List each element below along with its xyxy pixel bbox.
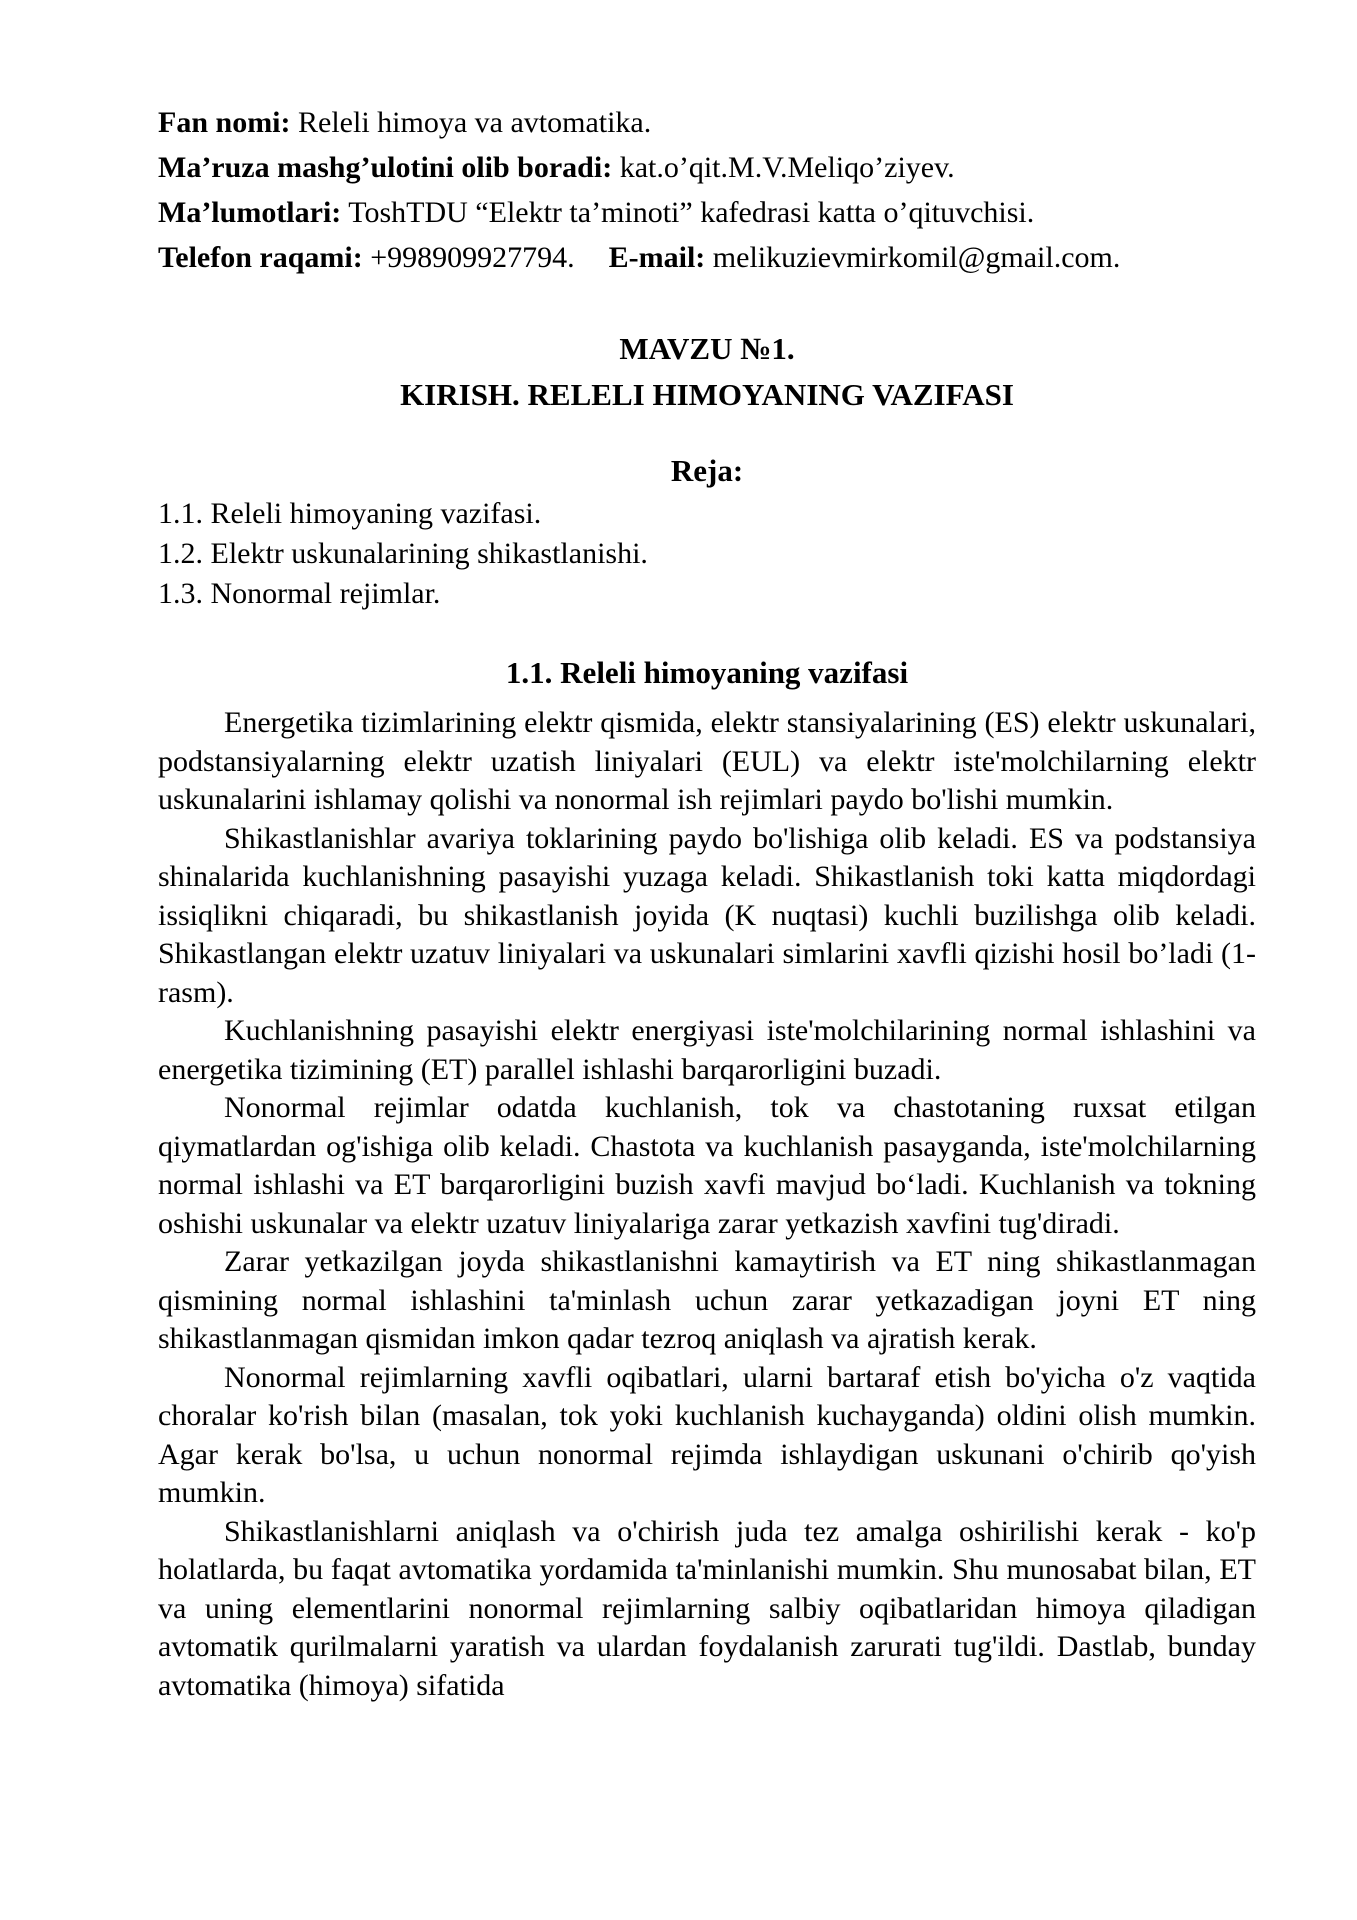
affiliation-line xyxy=(158,190,1256,235)
paragraph-1: Energetika tizimlarining elektr qismida, elektr stansiyalarining (ES) elektr uskunalari, podstansiyalarning elektr uzatish liniyalari (EUL) va elektr iste'molchilarning elektr uskunalarini ishlamay qolishi va nonormal ish rejimlari paydo bo'lishi mumkin. xyxy=(158,706,1256,816)
affiliation-value: ToshTDU “Elektr ta’minoti” kafedrasi katta o’qituvchisi. xyxy=(341,196,1035,229)
section-heading: 1.1. Releli himoyaning vazifasi xyxy=(505,655,909,690)
course-name-line xyxy=(158,100,1256,145)
lecturer-line xyxy=(158,145,1256,190)
topic-title-block xyxy=(158,326,1256,418)
plan-item-2: 1.2. Elektr uskunalarining shikastlanishi. xyxy=(158,537,648,570)
email-label: E-mail: xyxy=(608,241,706,274)
document-content xyxy=(158,100,1256,1705)
paragraph-3: Kuchlanishning pasayishi elektr energiyasi iste'molchilarining normal ishlashini va energetika tizimining (ET) parallel ishlashi barqarorligini buzadi. xyxy=(158,1014,1256,1086)
affiliation-label: Ma’lumotlari: xyxy=(158,196,342,229)
phone-label: Telefon raqami: xyxy=(158,241,363,274)
plan-item-3: 1.3. Nonormal rejimlar. xyxy=(158,577,441,610)
topic-name-title: KIRISH. RELELI HIMOYANING VAZIFASI xyxy=(400,377,1014,412)
course-name-value: Releli himoya va avtomatika. xyxy=(290,106,652,139)
email-value: melikuzievmirkomil@gmail.com. xyxy=(705,241,1121,274)
body-text-block xyxy=(158,704,1256,1705)
plan-heading: Reja: xyxy=(670,453,744,488)
topic-number-title: MAVZU №1. xyxy=(619,331,795,366)
paragraph-4: Nonormal rejimlar odatda kuchlanish, tok va chastotaning ruxsat etilgan qiymatlardan og'ishiga olib keladi. Chastota va kuchlanish pasayganda, iste'molchilarning normal ishlashi va ET barqarorligini buzish xavfi mavjud boʻladi. Kuchlanish va tokning oshishi uskunalar va elektr uzatuv liniyalariga zarar yetkazish xavfini tug'diradi. xyxy=(158,1091,1256,1240)
paragraph-5: Zarar yetkazilgan joyda shikastlanishni kamaytirish va ET ning shikastlanmagan qismining normal ishlashini ta'minlash uchun zarar yetkazadigan joyni ET ning shikastlanmagan qismidan imkon qadar tezroq aniqlash va ajratish kerak. xyxy=(158,1245,1256,1355)
plan-item-1: 1.1. Releli himoyaning vazifasi. xyxy=(158,497,542,530)
contact-line xyxy=(158,235,1256,280)
paragraph-6: Nonormal rejimlarning xavfli oqibatlari, ularni bartaraf etish bo'yicha o'z vaqtida choralar ko'rish bilan (masalan, tok yoki kuchlanish kuchayganda) oldini olish mumkin. Agar kerak bo'lsa, u uchun nonormal rejimda ishlaydigan uskunani o'chirib qo'yish mumkin. xyxy=(158,1360,1256,1509)
paragraph-7: Shikastlanishlarni aniqlash va o'chirish juda tez amalga oshirilishi kerak - ko'p holatlarda, bu faqat avtomatika yordamida ta'minlanishi mumkin. Shu munosabat bilan, ET va uning elementlarini nonormal rejimlarning salbiy oqibatlaridan himoya qiladigan avtomatik qurilmalarni yaratish va ulardan foydalanish zarurati tug'ildi. Dastlab, bunday avtomatika (himoya) sifatida xyxy=(158,1514,1256,1702)
lecturer-value: kat.o’qit.M.V.Meliqo’ziyev. xyxy=(612,151,955,184)
course-info-block xyxy=(158,100,1256,280)
phone-value: +998909927794. xyxy=(362,241,575,274)
paragraph-2: Shikastlanishlar avariya toklarining paydo bo'lishiga olib keladi. ES va podstansiya shinalarida kuchlanishning pasayishi yuzaga keladi. Shikastlanish toki katta miqdordagi issiqlikni chiqaradi, bu shikastlanish joyida (K nuqtasi) kuchli buzilishga olib keladi. Shikastlangan elektr uzatuv liniyalari va uskunalari simlarini xavfli qizishi hosil bo’ladi (1-rasm). xyxy=(158,821,1256,1009)
course-name-label: Fan nomi: xyxy=(158,106,291,139)
lecturer-label: Ma’ruza mashg’ulotini olib boradi: xyxy=(158,151,613,184)
plan-list xyxy=(158,494,1256,614)
